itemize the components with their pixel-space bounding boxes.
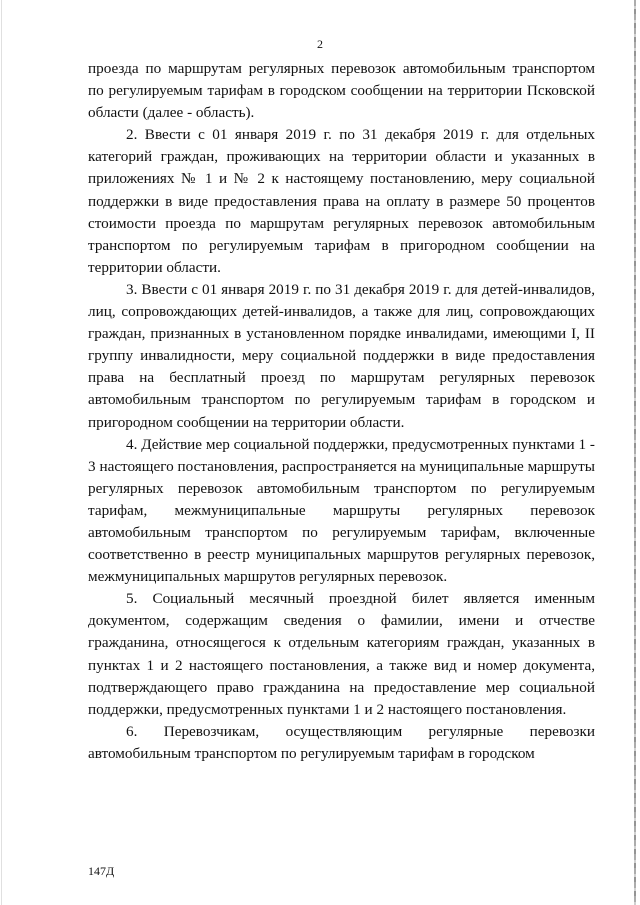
paragraph-item-2: 2. Ввести с 01 января 2019 г. по 31 декабря 2019 г. для отдельных категорий граждан, проживающих на территории области и указанных в приложениях № 1 и № 2 к настоящему постановлению, меру социальной поддержки в виде предоставления права на оплату в размере 50 процентов стоимости проезда по маршрутам регулярных перевозок автомобильным транспортом по регулируемым тарифам в пригородном сообщении на территории области. xyxy=(88,126,595,276)
paragraph-continuation: проезда по маршрутам регулярных перевозок автомобильным транспортом по регулируемым тарифам в городском сообщении на территории Псковской области (далее - область). xyxy=(88,60,595,122)
document-code: 147Д xyxy=(88,864,115,878)
page-number: 2 xyxy=(317,37,323,51)
paragraph-item-6: 6. Перевозчикам, осуществляющим регулярные перевозки автомобильным транспортом по регулируемым тарифам в городском xyxy=(88,722,595,762)
document-body xyxy=(88,58,595,765)
paragraph-item-4: 4. Действие мер социальной поддержки, предусмотренных пунктами 1 - 3 настоящего постановления, распространяется на муниципальные маршруты регулярных перевозок автомобильным транспортом по регулируемым тарифам, межмуниципальные маршруты регулярных перевозок автомобильным транспортом по регулируемым тарифам, включенные соответственно в реестр муниципальных маршрутов регулярных перевозок, межмуниципальных маршрутов регулярных перевозок. xyxy=(88,435,595,586)
paragraph-item-3: 3. Ввести с 01 января 2019 г. по 31 декабря 2019 г. для детей-инвалидов, лиц, сопровождающих детей-инвалидов, а также для лиц, сопровождающих граждан, признанных в установленном порядке инвалидами, имеющими I, II группу инвалидности, меру социальной поддержки в виде предоставления права на бесплатный проезд по маршрутам регулярных перевозок автомобильным транспортом по регулируемым тарифам в городском и пригородном сообщении на территории области. xyxy=(88,280,595,431)
scan-edge-right xyxy=(634,0,636,905)
scan-edge-left xyxy=(1,0,2,905)
paragraph-item-5: 5. Социальный месячный проездной билет является именным документом, содержащим сведения о фамилии, имени и отчестве гражданина, относящегося к отдельным категориям граждан, указанных в пунктах 1 и 2 настоящего постановления, а также вид и номер документа, подтверждающего право гражданина на предоставление мер социальной поддержки, предусмотренных пунктами 1 и 2 настоящего постановления. xyxy=(88,590,595,718)
